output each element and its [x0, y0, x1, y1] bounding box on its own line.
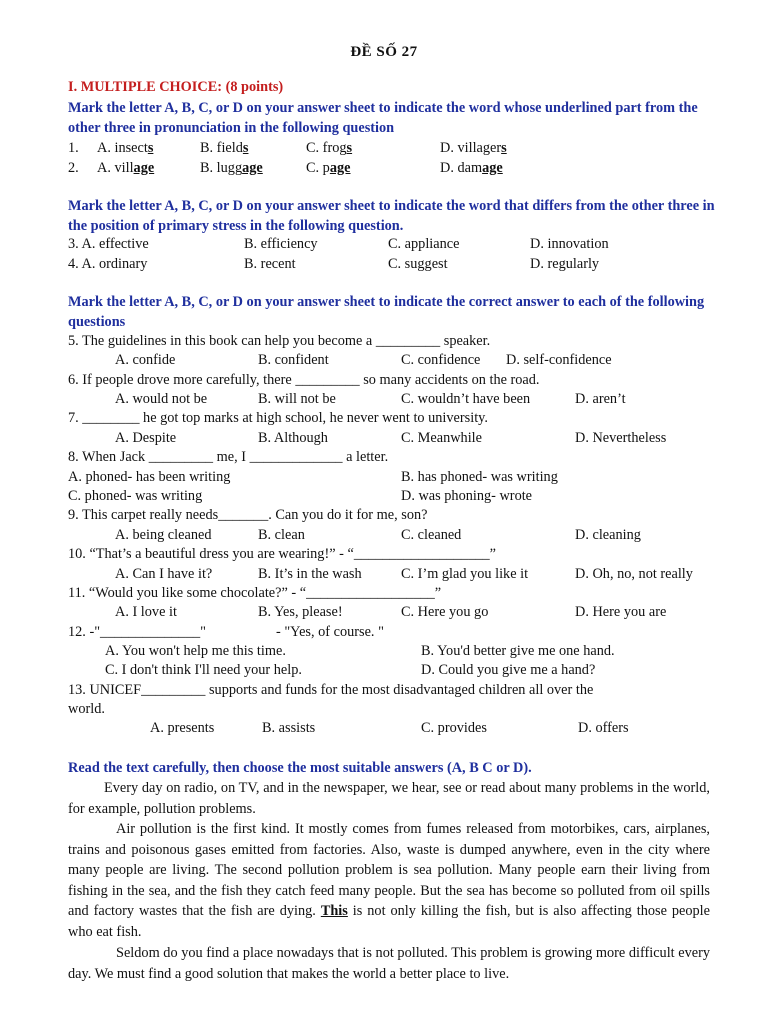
option-d: D. damage	[440, 160, 503, 176]
question-10	[0, 544, 768, 564]
option-b: B. clean	[258, 527, 305, 543]
option-b: B. Yes, please!	[258, 604, 343, 620]
question-number: 1.	[68, 140, 79, 156]
option-b: B. recent	[244, 256, 296, 272]
option-b: B. Although	[258, 430, 328, 446]
option-c: C. provides	[421, 720, 487, 736]
question-11-options	[0, 602, 768, 622]
option-a: A. Can I have it?	[115, 566, 213, 582]
question-5	[0, 331, 768, 351]
option-d: D. self-confidence	[506, 352, 612, 368]
option-b: B. It’s in the wash	[258, 566, 362, 582]
passage-underlined-word: This	[320, 903, 348, 920]
option-c: C. frogs	[306, 140, 353, 156]
question-9	[0, 505, 768, 525]
question-9-options	[0, 525, 768, 545]
option-c: C. I don't think I'll need your help.	[105, 662, 302, 678]
option-d: D. offers	[578, 720, 629, 736]
option-c: C. phoned- was writing	[68, 488, 203, 504]
question-stem: 6. If people drove more carefully, there _________ so many accidents on the road.	[68, 372, 540, 388]
question-1	[0, 138, 768, 158]
question-stem: 10. “That’s a beautiful dress you are wearing!” - “___________________”	[68, 546, 496, 562]
passage-paragraph-1: Every day on radio, on TV, and in the newspaper, we hear, see or read about many problems in the world, for example, pollution problems.	[68, 780, 710, 817]
option-b: B. fields	[200, 140, 249, 156]
question-reply: - "Yes, of course. "	[276, 624, 384, 640]
question-stem: 9. This carpet really needs_______. Can you do it for me, son?	[68, 507, 428, 523]
option-b: B. luggage	[200, 160, 263, 176]
option-d: D. Oh, no, not really	[575, 566, 693, 582]
question-12	[0, 622, 768, 642]
option-a: A. insects	[97, 140, 154, 156]
question-4	[0, 254, 768, 274]
option-c: C. cleaned	[401, 527, 462, 543]
option-d: D. Could you give me a hand?	[421, 662, 596, 678]
option-a: A. phoned- has been writing	[68, 469, 231, 485]
question-number: 2.	[68, 160, 79, 176]
question-3	[0, 234, 768, 254]
option-c: C. confidence	[401, 352, 481, 368]
page-title: ĐỀ SỐ 27	[350, 44, 418, 60]
question-stem: 8. When Jack _________ me, I _____________ a letter.	[68, 449, 389, 465]
option-b: B. will not be	[258, 391, 336, 407]
option-c: C. I’m glad you like it	[401, 566, 529, 582]
option-d: D. Here you are	[575, 604, 667, 620]
option-a: A. You won't help me this time.	[105, 643, 286, 659]
question-stem-line2: world.	[68, 701, 105, 717]
option-c: C. page	[306, 160, 351, 176]
instruction-correct: Mark the letter A, B, C, or D on your answer sheet to indicate the correct answer to each of the following questions	[68, 294, 705, 330]
question-7	[0, 408, 768, 428]
option-c: C. appliance	[388, 236, 460, 252]
option-d: D. aren’t	[575, 391, 626, 407]
option-d: D. regularly	[530, 256, 600, 272]
question-12-options-row2	[0, 660, 768, 680]
option-c: C. Here you go	[401, 604, 489, 620]
option-a: A. would not be	[115, 391, 208, 407]
option-a: A. confide	[115, 352, 176, 368]
instruction-reading: Read the text carefully, then choose the most suitable answers (A, B C or D).	[68, 760, 532, 776]
passage-paragraph-2: Air pollution is the first kind. It mostly comes from fumes released from motorbikes, cars, airplanes, trains and poisonous gases emitted from factories. Also, waste is dumped anywhere, even in the city where many people are living. The second pollution problem is sea pollution. Many people earn their living from fishing in the sea, and the fish they catch feed many people. But the sea has become so polluted from oil spills and factory wastes that the fish are dying. This is not only killing the fish, but is also affecting those people who eat fish.	[68, 821, 710, 940]
option-d: D. villagers	[440, 140, 507, 156]
question-13	[0, 680, 768, 700]
question-5-options	[0, 350, 768, 370]
question-6-options	[0, 389, 768, 409]
question-stem-line1: 13. UNICEF_________ supports and funds for the most disadvantaged children all over the	[68, 682, 594, 698]
option-b: B. confident	[258, 352, 329, 368]
option-b: B. assists	[262, 720, 316, 736]
option-c: C. suggest	[388, 256, 448, 272]
instruction-pronunciation: Mark the letter A, B, C, or D on your answer sheet to indicate the word whose underlined part from the other three in pronunciation in the following question	[68, 100, 698, 136]
question-7-options	[0, 428, 768, 448]
question-2	[0, 158, 768, 178]
section-heading	[68, 79, 283, 96]
instruction-stress: Mark the letter A, B, C, or D on your answer sheet to indicate the word that differs from the other three in the position of primary stress in the following question.	[68, 198, 715, 234]
option-d: D. was phoning- wrote	[401, 488, 533, 504]
option-d: D. innovation	[530, 236, 609, 252]
option-a: 4. A. ordinary	[68, 256, 148, 272]
question-stem: 12. -"______________"	[68, 624, 206, 640]
question-8-options-row1	[0, 467, 768, 487]
option-a: A. village	[97, 160, 155, 176]
question-12-options-row1	[0, 641, 768, 661]
question-stem: 5. The guidelines in this book can help you become a _________ speaker.	[68, 333, 491, 349]
question-6	[0, 370, 768, 390]
question-13-options	[0, 718, 768, 738]
question-11	[0, 583, 768, 603]
question-13-line2	[0, 699, 768, 719]
option-c: C. Meanwhile	[401, 430, 482, 446]
question-stem: 7. ________ he got top marks at high school, he never went to university.	[68, 410, 488, 426]
option-b: B. has phoned- was writing	[401, 469, 558, 485]
question-10-options	[0, 564, 768, 584]
section-points: (8 points)	[225, 79, 284, 95]
option-b: B. You'd better give me one hand.	[421, 643, 615, 659]
option-a: A. I love it	[115, 604, 177, 620]
question-8-options-row2	[0, 486, 768, 506]
option-b: B. efficiency	[244, 236, 318, 252]
question-stem: 11. “Would you like some chocolate?” - “__________________”	[68, 585, 442, 601]
option-c: C. wouldn’t have been	[401, 391, 531, 407]
option-d: D. Nevertheless	[575, 430, 667, 446]
option-a: A. Despite	[115, 430, 177, 446]
option-a: 3. A. effective	[68, 236, 149, 252]
option-d: D. cleaning	[575, 527, 641, 543]
option-a: A. being cleaned	[115, 527, 212, 543]
question-8	[0, 447, 768, 467]
passage-paragraph-3: Seldom do you find a place nowadays that is not polluted. This problem is growing more difficult every day. We must find a good solution that makes the world a better place to live.	[68, 945, 710, 982]
option-a: A. presents	[150, 720, 215, 736]
section-label: I. MULTIPLE CHOICE:	[68, 79, 222, 95]
